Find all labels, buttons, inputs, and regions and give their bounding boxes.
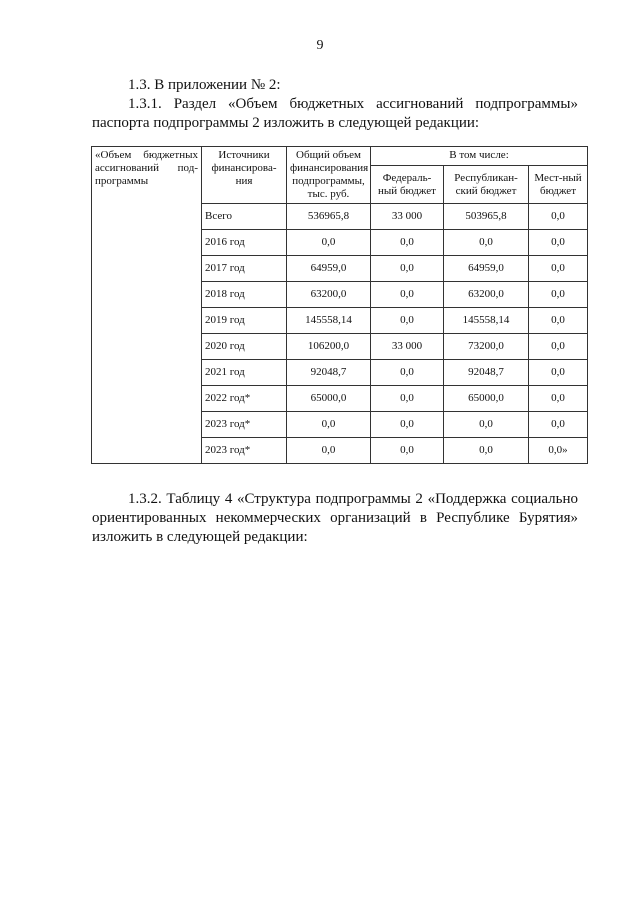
cell-federal: 33 000 bbox=[371, 204, 444, 230]
cell-local: 0,0» bbox=[529, 438, 588, 464]
cell-federal: 0,0 bbox=[371, 386, 444, 412]
header-in-that: В том числе: bbox=[371, 147, 588, 166]
budget-table bbox=[91, 146, 588, 464]
cell-republic: 64959,0 bbox=[444, 256, 529, 282]
page-number: 9 bbox=[316, 38, 324, 53]
cell-local: 0,0 bbox=[529, 230, 588, 256]
cell-local: 0,0 bbox=[529, 386, 588, 412]
cell-republic: 0,0 bbox=[444, 230, 529, 256]
header-local: Мест-ный бюджет bbox=[529, 166, 588, 204]
row-label: 2023 год* bbox=[202, 412, 287, 438]
header-total: Общий объем финансирования подпрограммы, тыс. руб. bbox=[287, 147, 371, 204]
cell-federal: 0,0 bbox=[371, 438, 444, 464]
cell-local: 0,0 bbox=[529, 360, 588, 386]
cell-local: 0,0 bbox=[529, 256, 588, 282]
cell-republic: 63200,0 bbox=[444, 282, 529, 308]
cell-federal: 0,0 bbox=[371, 412, 444, 438]
row-label: 2016 год bbox=[202, 230, 287, 256]
cell-local: 0,0 bbox=[529, 308, 588, 334]
cell-federal: 0,0 bbox=[371, 256, 444, 282]
cell-republic: 65000,0 bbox=[444, 386, 529, 412]
cell-federal: 0,0 bbox=[371, 308, 444, 334]
row-label: 2017 год bbox=[202, 256, 287, 282]
row-label: 2018 год bbox=[202, 282, 287, 308]
cell-total: 0,0 bbox=[287, 230, 371, 256]
row-label: 2021 год bbox=[202, 360, 287, 386]
row-label: 2023 год* bbox=[202, 438, 287, 464]
section-1-3-2-paragraph: 1.3.2. Таблицу 4 «Структура подпрограммы 2 «Поддержка социально ориентированных некоммерческих организаций в Республике Бурятия» изложить в следующей редакции: bbox=[92, 491, 578, 545]
table-first-cell: «Объем бюджетных ассигнований под-программы bbox=[92, 147, 202, 464]
cell-total: 92048,7 bbox=[287, 360, 371, 386]
cell-total: 536965,8 bbox=[287, 204, 371, 230]
cell-republic: 0,0 bbox=[444, 412, 529, 438]
cell-total: 65000,0 bbox=[287, 386, 371, 412]
row-label: Всего bbox=[202, 204, 287, 230]
cell-republic: 145558,14 bbox=[444, 308, 529, 334]
cell-total: 0,0 bbox=[287, 412, 371, 438]
cell-republic: 503965,8 bbox=[444, 204, 529, 230]
cell-federal: 0,0 bbox=[371, 230, 444, 256]
cell-total: 63200,0 bbox=[287, 282, 371, 308]
cell-federal: 0,0 bbox=[371, 282, 444, 308]
cell-republic: 0,0 bbox=[444, 438, 529, 464]
header-sources: Источники финансирова-ния bbox=[202, 147, 287, 204]
row-label: 2022 год* bbox=[202, 386, 287, 412]
cell-total: 64959,0 bbox=[287, 256, 371, 282]
cell-total: 0,0 bbox=[287, 438, 371, 464]
section-1-3-1-paragraph: 1.3.1. Раздел «Объем бюджетных ассигнований подпрограммы» паспорта подпрограммы 2 изложить в следующей редакции: bbox=[92, 96, 578, 131]
cell-local: 0,0 bbox=[529, 412, 588, 438]
cell-local: 0,0 bbox=[529, 282, 588, 308]
cell-federal: 33 000 bbox=[371, 334, 444, 360]
cell-local: 0,0 bbox=[529, 204, 588, 230]
section-1-3-heading: 1.3. В приложении № 2: bbox=[128, 77, 281, 93]
cell-local: 0,0 bbox=[529, 334, 588, 360]
row-label: 2019 год bbox=[202, 308, 287, 334]
cell-total: 106200,0 bbox=[287, 334, 371, 360]
cell-republic: 92048,7 bbox=[444, 360, 529, 386]
table-header-row bbox=[92, 147, 588, 166]
cell-federal: 0,0 bbox=[371, 360, 444, 386]
cell-total: 145558,14 bbox=[287, 308, 371, 334]
cell-republic: 73200,0 bbox=[444, 334, 529, 360]
row-label: 2020 год bbox=[202, 334, 287, 360]
header-federal: Федераль-ный бюджет bbox=[371, 166, 444, 204]
header-republic: Республикан-ский бюджет bbox=[444, 166, 529, 204]
